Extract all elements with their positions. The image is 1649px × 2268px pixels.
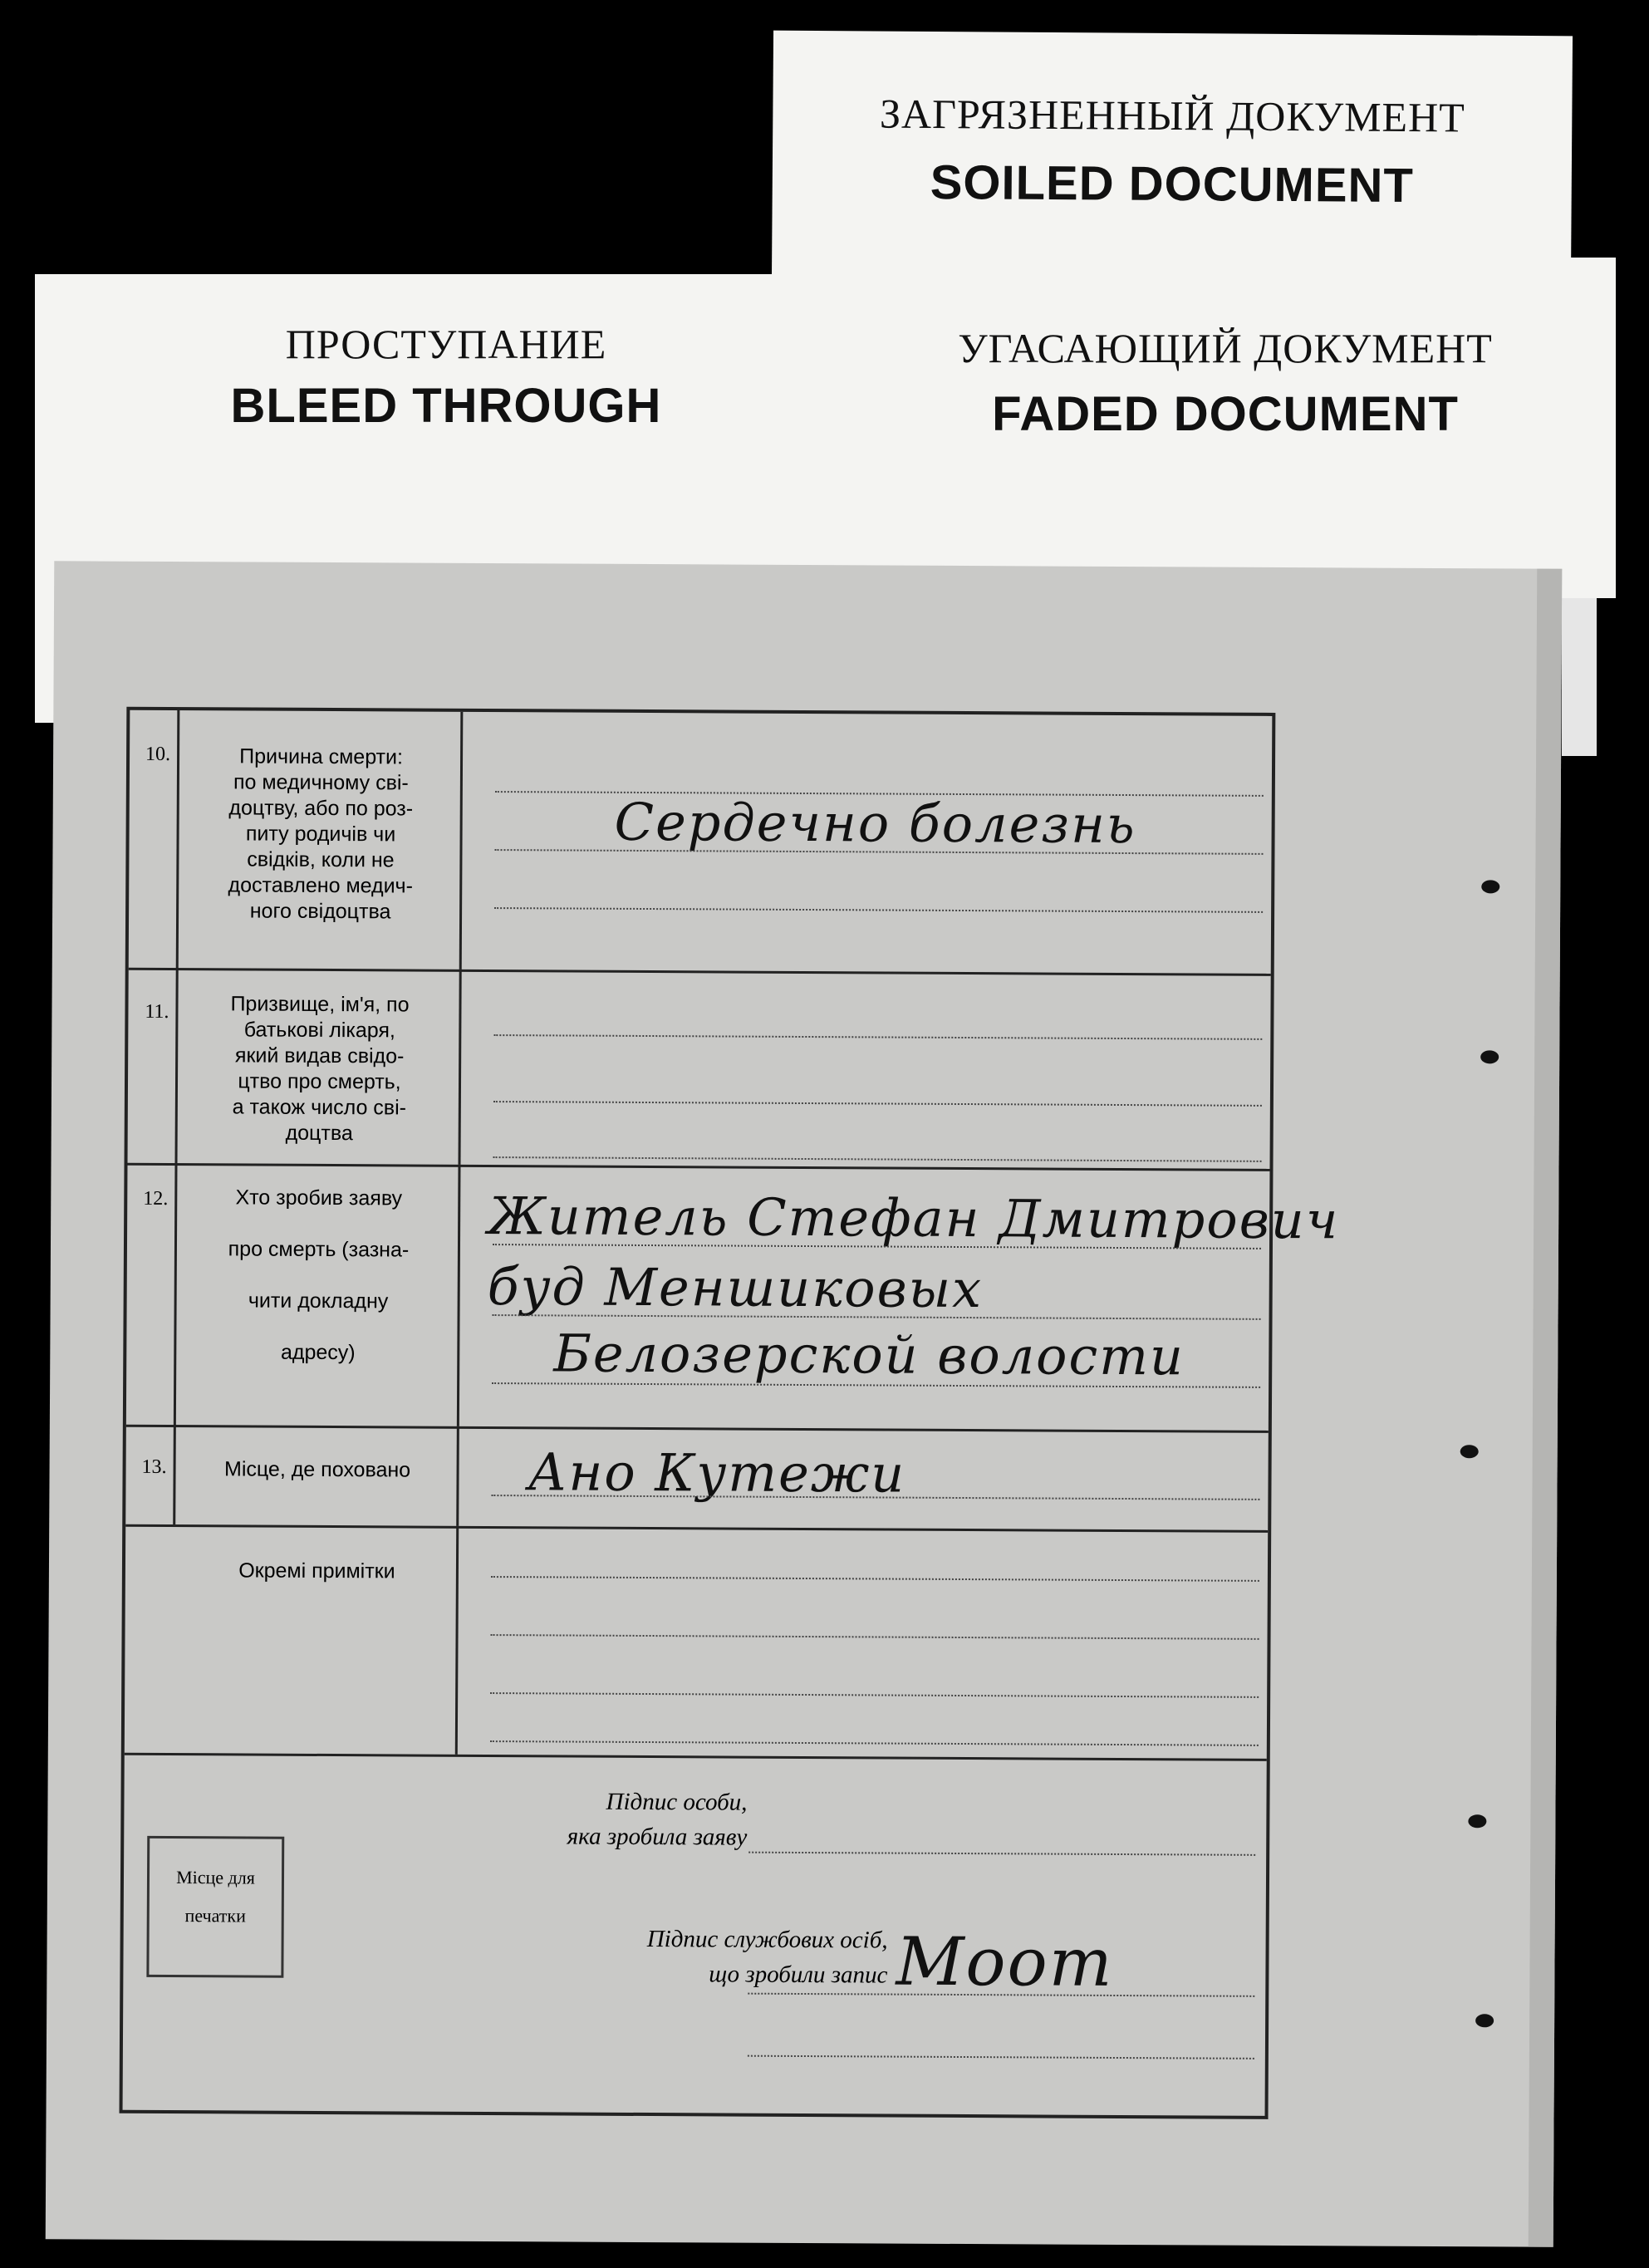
officials-signature-label: Підпис службових осіб, що зробили запис — [646, 1926, 888, 1989]
soiled-label-ru: ЗАГРЯЗНЕННЫЙ ДОКУМЕНТ — [879, 90, 1465, 141]
form-row-notes — [125, 1524, 1268, 1761]
soiled-label-en: SOILED DOCUMENT — [930, 155, 1415, 214]
dotted-line — [491, 1576, 1259, 1582]
dotted-line — [490, 1692, 1259, 1698]
form-row-cause-of-death — [129, 710, 1273, 976]
row-label: Місце, де поховано — [178, 1425, 459, 1526]
handwritten-declarant-line-2: буд Меншиковых — [487, 1256, 984, 1320]
official-signature: Моот — [896, 1922, 1114, 2001]
dotted-line — [494, 907, 1263, 913]
applicant-signature-line — [748, 1852, 1255, 1856]
bleed-label-ru: ПРОСТУПАНИЕ — [285, 321, 607, 367]
row-value-area — [461, 1426, 1269, 1530]
death-record-page — [46, 561, 1563, 2246]
handwritten-burial-place: Ано Кутежи — [528, 1441, 906, 1505]
faded-document-label-sheet — [835, 258, 1616, 598]
dotted-line — [491, 1634, 1259, 1640]
applicant-signature-label: Підпис особи, яка зробила заяву — [567, 1788, 748, 1851]
row-label: Призвище, ім'я, по батькові лікаря, який видав свідо- цтво про смерть, а також число сві- доцтва — [180, 968, 462, 1165]
form-row-doctor — [127, 968, 1270, 1171]
officials-signature-line — [748, 2055, 1254, 2059]
row-label: Хто зробив заяву про смерть (зазна- чити докладну адресу) — [179, 1163, 461, 1426]
row-number: 12. — [126, 1163, 178, 1425]
handwritten-declarant-line-3: Белозерской волости — [553, 1323, 1185, 1387]
binding-hole — [1480, 1050, 1499, 1063]
form-row-burial-place — [125, 1425, 1269, 1533]
stamp-place-box: Місце для печатки — [146, 1836, 284, 1978]
dotted-line — [493, 1101, 1262, 1107]
dotted-line — [493, 1034, 1262, 1040]
row-value-area — [464, 712, 1273, 974]
row-label: Причина смерти: по медичному сві- доцтву, або по роз- питу родичів чи свідків, коли не доставлено медич- ного свідоцтва — [181, 710, 464, 970]
handwritten-cause: Сердечно болезнь — [614, 791, 1136, 856]
death-record-form — [120, 707, 1340, 2119]
binding-hole — [1468, 1814, 1486, 1828]
row-number: 13. — [125, 1425, 176, 1524]
form-row-declarant — [126, 1163, 1340, 1433]
binding-hole — [1460, 1445, 1479, 1458]
row-value-area — [464, 970, 1271, 1169]
row-value-area — [462, 1165, 1340, 1431]
row-value-area — [460, 1526, 1268, 1759]
binding-hole — [1475, 2014, 1494, 2027]
dotted-line — [490, 1740, 1259, 1746]
handwritten-declarant-line-1: Житель Стефан Дмитрович — [487, 1186, 1340, 1251]
row-number — [125, 1524, 175, 1753]
faded-label-en: FADED DOCUMENT — [992, 387, 1459, 441]
soiled-document-label-sheet — [772, 31, 1573, 286]
bleed-label-en: BLEED THROUGH — [230, 379, 662, 433]
row-number: 11. — [128, 968, 179, 1163]
binding-hole — [1481, 880, 1499, 893]
row-label: Окремі примітки — [177, 1524, 459, 1755]
faded-label-ru: УГАСАЮЩИЙ ДОКУМЕНТ — [958, 325, 1493, 371]
dotted-line — [493, 1156, 1262, 1162]
row-number: 10. — [129, 710, 180, 968]
